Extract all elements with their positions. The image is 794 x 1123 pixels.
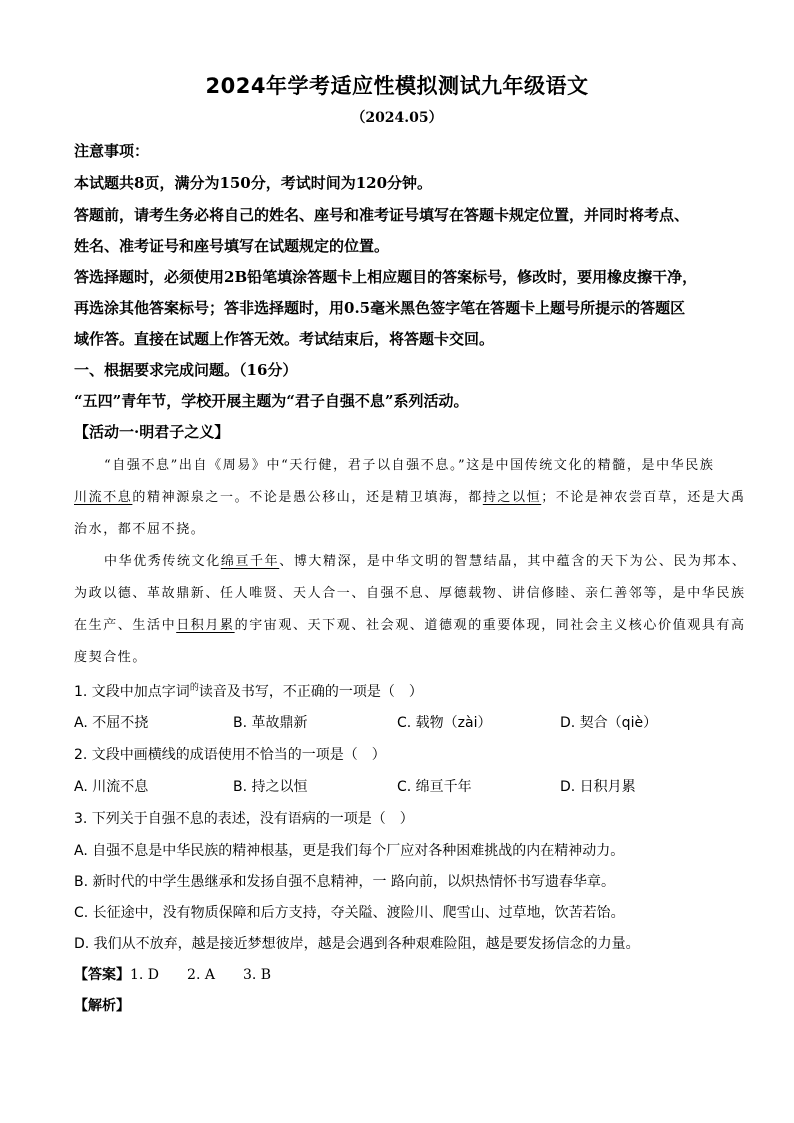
question-2-stem: 2. 文段中画横线的成语使用不恰当的一项是（ ） (74, 747, 386, 763)
passage-line: 治水，都不屈不挠。 (74, 522, 206, 537)
notice-line-2: 答题前，请考生务必将自己的姓名、座号和准考证号填写在答题卡规定位置，并同时将考点、 (74, 206, 690, 224)
underlined-idiom: 日积月累 (176, 618, 235, 633)
passage-line (104, 550, 746, 569)
question-3-option-b: B. 新时代的中学生愚继承和发扬自强不息精神，一 路向前，以炽热情怀书写遗春华章。 (74, 874, 615, 890)
question-2-option-d: D. 日积月累 (560, 779, 636, 795)
question-2-option-a: A. 川流不息 (74, 779, 149, 795)
passage-text: ；不论是神农尝百草，还是大禹 (541, 490, 746, 505)
superscript-char: 的 (189, 683, 199, 693)
section-heading: 一、根据要求完成问题。（16分） (74, 361, 298, 379)
notice-line-1: 本试题共8页，满分为150分，考试时间为120分钟。 (74, 174, 433, 192)
notice-line-6: 域作答。直接在试题上作答无效。考试结束后，将答题卡交回。 (74, 330, 495, 348)
exam-date: （2024.05） (351, 110, 443, 126)
answer-label: 【答案】 (74, 967, 130, 983)
analysis-label: 【解析】 (74, 998, 130, 1014)
question-3-option-a: A. 自强不息是中华民族的精神根基，更是我们每个厂应对各种困难挑战的内在精神动力。 (74, 843, 625, 859)
underlined-idiom: 川流不息 (74, 490, 133, 505)
question-1-option-a: A. 不屈不挠 (74, 715, 149, 731)
activity-title: 【活动一·明君子之义】 (74, 423, 230, 441)
question-3-option-d: D. 我们从不放弃，越是接近梦想彼岸，越是会遇到各种艰难险阻，越是要发扬信念的力量。 (74, 936, 640, 952)
passage-text: 、博大精深，是中华文明的智慧结晶，其中蕴含的天下为公、民为邦本、 (279, 554, 747, 569)
notice-heading: 注意事项： (74, 142, 150, 160)
passage-line (74, 486, 746, 505)
question-1-option-c: C. 载物（zài） (397, 715, 492, 731)
notice-line-3: 姓名、准考证号和座号填写在试题规定的位置。 (74, 237, 390, 255)
passage-text: 中华优秀传统文化 (104, 554, 221, 569)
notice-line-5: 再选涂其他答案标号；答非选择题时，用0.5毫米黑色签字笔在答题卡上题号所提示的答题区 (74, 299, 686, 317)
section-intro: “五四”青年节，学校开展主题为“君子自强不息”系列活动。 (74, 392, 469, 410)
question-3-option-c: C. 长征途中，没有物质保障和后方支持，夺关隘、渡险川、爬雪山、过草地，饮苦若饴。 (74, 905, 625, 921)
question-3-stem: 3. 下列关于自强不息的表述，没有语病的一项是（ ） (74, 811, 414, 827)
notice-line-4: 答选择题时，必须使用2B铅笔填涂答题卡上相应题目的答案标号，修改时，要用橡皮擦干净， (74, 268, 698, 286)
page-title: 2024年学考适应性模拟测试九年级语文 (205, 74, 589, 98)
passage-line: 度契合性。 (74, 650, 148, 665)
question-2-option-b: B. 持之以恒 (233, 779, 308, 795)
passage-line: “自强不息”出自《周易》中“天行健，君子以自强不息。”这是中国传统文化的精髓，是中华民族 (104, 458, 715, 473)
answer-line (74, 964, 271, 984)
passage-text: 的宇宙观、天下观、社会观、道德观的重要体现，同社会主义核心价值观具有高 (234, 618, 746, 633)
question-1-option-b: B. 革故鼎新 (233, 715, 308, 731)
passage-line: 为政以德、革故鼎新、任人唯贤、天人合一、自强不息、厚德载物、讲信修睦、亲仁善邻等，是中华民族 (74, 586, 746, 601)
analysis-line (74, 995, 130, 1015)
passage-text: 的精神源泉之一。不论是愚公移山，还是精卫填海，都 (132, 490, 483, 505)
underlined-idiom: 绵亘千年 (220, 554, 280, 569)
question-1-stem: 1. 文段中加点字词$^的$读音及书写，不正确的一项是（ ） (74, 683, 423, 700)
question-2-option-c: C. 绵亘千年 (397, 779, 472, 795)
passage-line (74, 614, 746, 633)
answer-values: 1. D 2. A 3. B (130, 967, 272, 983)
underlined-idiom: 持之以恒 (482, 490, 542, 505)
question-1-option-d: D. 契合（qiè） (560, 715, 658, 731)
passage-text: 在生产、生活中 (74, 618, 177, 633)
